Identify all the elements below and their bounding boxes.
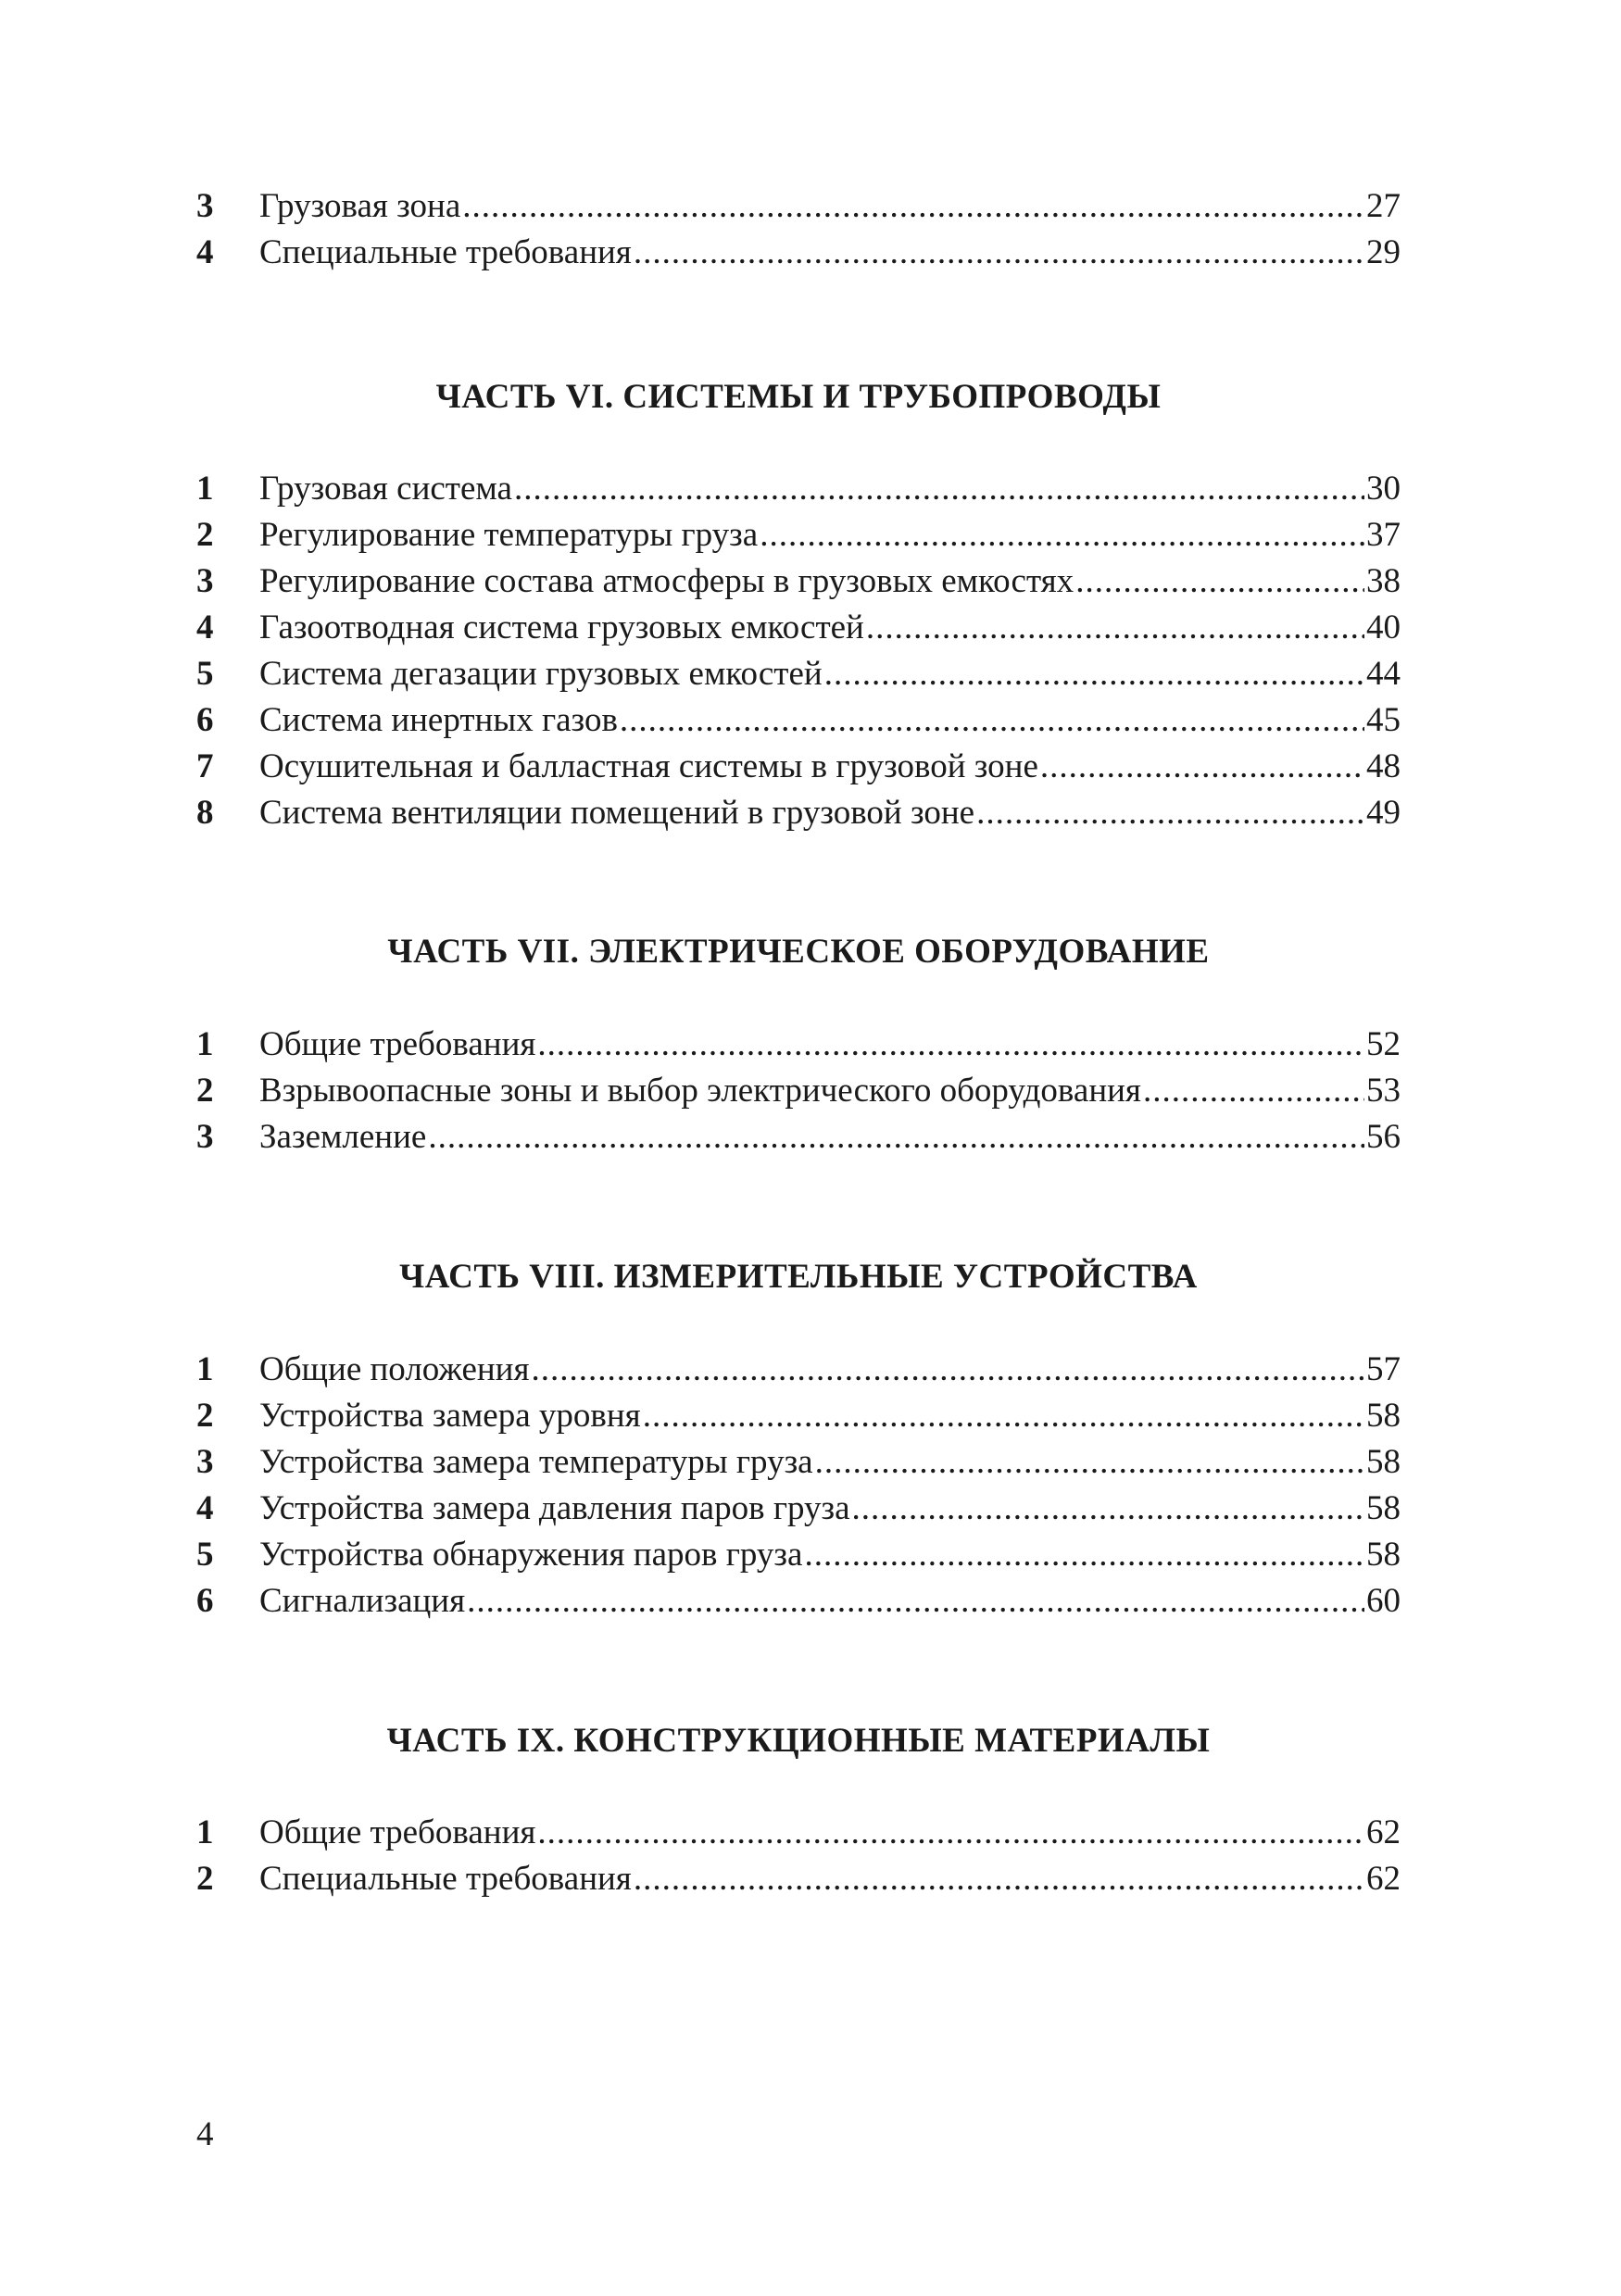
- dot-leader: [804, 1532, 1364, 1578]
- dot-leader: [428, 1114, 1364, 1161]
- toc-entry-page: 29: [1366, 233, 1401, 271]
- toc-entry[interactable]: [196, 1393, 1401, 1439]
- toc-entry-title: Система дегазации грузовых емкостей: [259, 655, 823, 693]
- toc-entry[interactable]: [196, 1068, 1401, 1114]
- toc-entry-page: 45: [1366, 701, 1401, 739]
- dot-leader: [866, 605, 1364, 651]
- toc-entry-title: Система вентиляции помещений в грузовой зоне: [259, 794, 975, 832]
- toc-entry-title: Сигнализация: [259, 1582, 466, 1620]
- toc-entry-title-wrap: [259, 512, 1364, 558]
- part-heading: ЧАСТЬ IX. КОНСТРУКЦИОННЫЕ МАТЕРИАЛЫ: [386, 1722, 1211, 1760]
- toc-entry[interactable]: [196, 1856, 1401, 1902]
- toc-entry-title: Устройства замера давления паров груза: [259, 1489, 850, 1527]
- dot-leader: [467, 1578, 1364, 1625]
- toc-entry[interactable]: [196, 558, 1401, 605]
- toc-entry-number: 2: [196, 1860, 214, 1898]
- toc-entry-title-wrap: [259, 1810, 1364, 1856]
- toc-entry-title: Грузовая система: [259, 470, 512, 508]
- toc-entry-number: 6: [196, 701, 214, 739]
- dot-leader: [815, 1439, 1364, 1486]
- toc-entry-title-wrap: [259, 183, 1364, 230]
- toc-entry-number: 3: [196, 1118, 214, 1156]
- toc-entry-page: 38: [1366, 562, 1401, 600]
- toc-entry-title-wrap: [259, 1439, 1364, 1486]
- toc-entry-title: Устройства замера температуры груза: [259, 1443, 813, 1481]
- toc-entry-number: 5: [196, 655, 214, 693]
- toc-entry[interactable]: [196, 1532, 1401, 1578]
- toc-entry-title-wrap: [259, 1856, 1364, 1902]
- toc-entry-page: 48: [1366, 747, 1401, 785]
- toc-part-block: [196, 1022, 1401, 1161]
- toc-entry-title: Общие требования: [259, 1025, 536, 1063]
- toc-entry-title-wrap: [259, 1578, 1364, 1625]
- dot-leader: [620, 697, 1364, 744]
- toc-entry-number: 4: [196, 233, 214, 271]
- toc-entry-page: 44: [1366, 655, 1401, 693]
- toc-entry-title: Газоотводная система грузовых емкостей: [259, 609, 864, 646]
- toc-entry-number: 4: [196, 609, 214, 646]
- toc-entry-title: Регулирование состава атмосферы в грузовых емкостях: [259, 562, 1074, 600]
- toc-entry-page: 30: [1366, 470, 1401, 508]
- toc-entry-title: Общие положения: [259, 1350, 530, 1388]
- page-number: 4: [196, 2115, 214, 2153]
- dot-leader: [1040, 744, 1364, 790]
- toc-entry-title-wrap: [259, 651, 1364, 697]
- toc-entry-title: Система инертных газов: [259, 701, 618, 739]
- toc-entry-page: 49: [1366, 794, 1401, 832]
- toc-entry-number: 1: [196, 1025, 214, 1063]
- toc-part-block: [196, 1810, 1401, 1902]
- toc-entry-number: 2: [196, 1072, 214, 1110]
- toc-entry[interactable]: [196, 466, 1401, 512]
- toc-entry-title: Специальные требования: [259, 233, 632, 271]
- dot-leader: [537, 1022, 1364, 1068]
- part-heading: ЧАСТЬ VII. ЭЛЕКТРИЧЕСКОЕ ОБОРУДОВАНИЕ: [387, 933, 1210, 971]
- toc-entry-title: Устройства обнаружения паров груза: [259, 1536, 803, 1574]
- toc-entry[interactable]: [196, 1810, 1401, 1856]
- toc-entry-number: 3: [196, 1443, 214, 1481]
- toc-entry-title: Грузовая зона: [259, 187, 461, 225]
- toc-entry-page: 60: [1366, 1582, 1401, 1620]
- toc-entry-page: 56: [1366, 1118, 1401, 1156]
- toc-entry-title-wrap: [259, 1347, 1364, 1393]
- toc-entry[interactable]: [196, 605, 1401, 651]
- toc-entry-page: 58: [1366, 1443, 1401, 1481]
- toc-entry[interactable]: [196, 1439, 1401, 1486]
- toc-entry-page: 53: [1366, 1072, 1401, 1110]
- dot-leader: [824, 651, 1364, 697]
- part-heading: ЧАСТЬ VI. СИСТЕМЫ И ТРУБОПРОВОДЫ: [435, 378, 1162, 416]
- toc-entry-number: 3: [196, 562, 214, 600]
- toc-top-block: [196, 183, 1401, 276]
- toc-entry-page: 58: [1366, 1397, 1401, 1435]
- toc-entry-page: 52: [1366, 1025, 1401, 1063]
- toc-entry-page: 58: [1366, 1489, 1401, 1527]
- toc-entry-title-wrap: [259, 744, 1364, 790]
- toc-entry-page: 40: [1366, 609, 1401, 646]
- dot-leader: [976, 790, 1364, 836]
- toc-entry-title-wrap: [259, 1114, 1364, 1161]
- toc-entry-page: 27: [1366, 187, 1401, 225]
- part-heading: ЧАСТЬ VIII. ИЗМЕРИТЕЛЬНЫЕ УСТРОЙСТВА: [399, 1258, 1198, 1296]
- toc-entry-title-wrap: [259, 466, 1364, 512]
- toc-entry-number: 1: [196, 470, 214, 508]
- toc-entry[interactable]: [196, 183, 1401, 230]
- dot-leader: [537, 1810, 1364, 1856]
- toc-entry-number: 1: [196, 1350, 214, 1388]
- toc-entry-number: 2: [196, 516, 214, 554]
- toc-entry[interactable]: [196, 1578, 1401, 1625]
- toc-entry-title: Осушительная и балластная системы в грузовой зоне: [259, 747, 1038, 785]
- toc-entry-title: Специальные требования: [259, 1860, 632, 1898]
- dot-leader: [852, 1486, 1364, 1532]
- toc-entry[interactable]: [196, 1347, 1401, 1393]
- dot-leader: [462, 183, 1364, 230]
- toc-entry-number: 1: [196, 1813, 214, 1851]
- toc-part-block: [196, 1347, 1401, 1625]
- dot-leader: [514, 466, 1364, 512]
- toc-entry-title-wrap: [259, 1068, 1364, 1114]
- dot-leader: [531, 1347, 1364, 1393]
- toc-entry-title-wrap: [259, 1486, 1364, 1532]
- toc-entry-title: Общие требования: [259, 1813, 536, 1851]
- toc-entry[interactable]: [196, 651, 1401, 697]
- toc-entry-number: 4: [196, 1489, 214, 1527]
- toc-entry-title-wrap: [259, 1022, 1364, 1068]
- toc-entry-title-wrap: [259, 605, 1364, 651]
- toc-entry-title-wrap: [259, 790, 1364, 836]
- toc-entry[interactable]: [196, 1022, 1401, 1068]
- toc-entry-title-wrap: [259, 697, 1364, 744]
- toc-entry-title-wrap: [259, 558, 1364, 605]
- toc-entry-number: 2: [196, 1397, 214, 1435]
- toc-entry-number: 6: [196, 1582, 214, 1620]
- toc-entry-page: 58: [1366, 1536, 1401, 1574]
- dot-leader: [760, 512, 1364, 558]
- toc-entry-number: 8: [196, 794, 214, 832]
- toc-entry-title: Заземление: [259, 1118, 427, 1156]
- toc-entry-number: 3: [196, 187, 214, 225]
- toc-entry-title: Устройства замера уровня: [259, 1397, 641, 1435]
- toc-entry-title: Взрывоопасные зоны и выбор электрического оборудования: [259, 1072, 1141, 1110]
- dot-leader: [643, 1393, 1364, 1439]
- dot-leader: [634, 1856, 1364, 1902]
- toc-entry-page: 57: [1366, 1350, 1401, 1388]
- dot-leader: [1143, 1068, 1364, 1114]
- toc-entry[interactable]: [196, 1486, 1401, 1532]
- toc-entry[interactable]: [196, 790, 1401, 836]
- toc-entry-number: 7: [196, 747, 214, 785]
- toc-entry-page: 62: [1366, 1860, 1401, 1898]
- dot-leader: [634, 230, 1364, 276]
- toc-entry-title-wrap: [259, 1393, 1364, 1439]
- toc-entry-title: Регулирование температуры груза: [259, 516, 759, 554]
- toc-part-block: [196, 466, 1401, 836]
- toc-entry-title-wrap: [259, 230, 1364, 276]
- toc-entry-page: 62: [1366, 1813, 1401, 1851]
- toc-entry[interactable]: [196, 230, 1401, 276]
- toc-entry[interactable]: [196, 1114, 1401, 1161]
- toc-entry-page: 37: [1366, 516, 1401, 554]
- toc-entry[interactable]: [196, 512, 1401, 558]
- dot-leader: [1075, 558, 1364, 605]
- toc-entry-number: 5: [196, 1536, 214, 1574]
- toc-entry-title-wrap: [259, 1532, 1364, 1578]
- toc-entry[interactable]: [196, 697, 1401, 744]
- toc-entry[interactable]: [196, 744, 1401, 790]
